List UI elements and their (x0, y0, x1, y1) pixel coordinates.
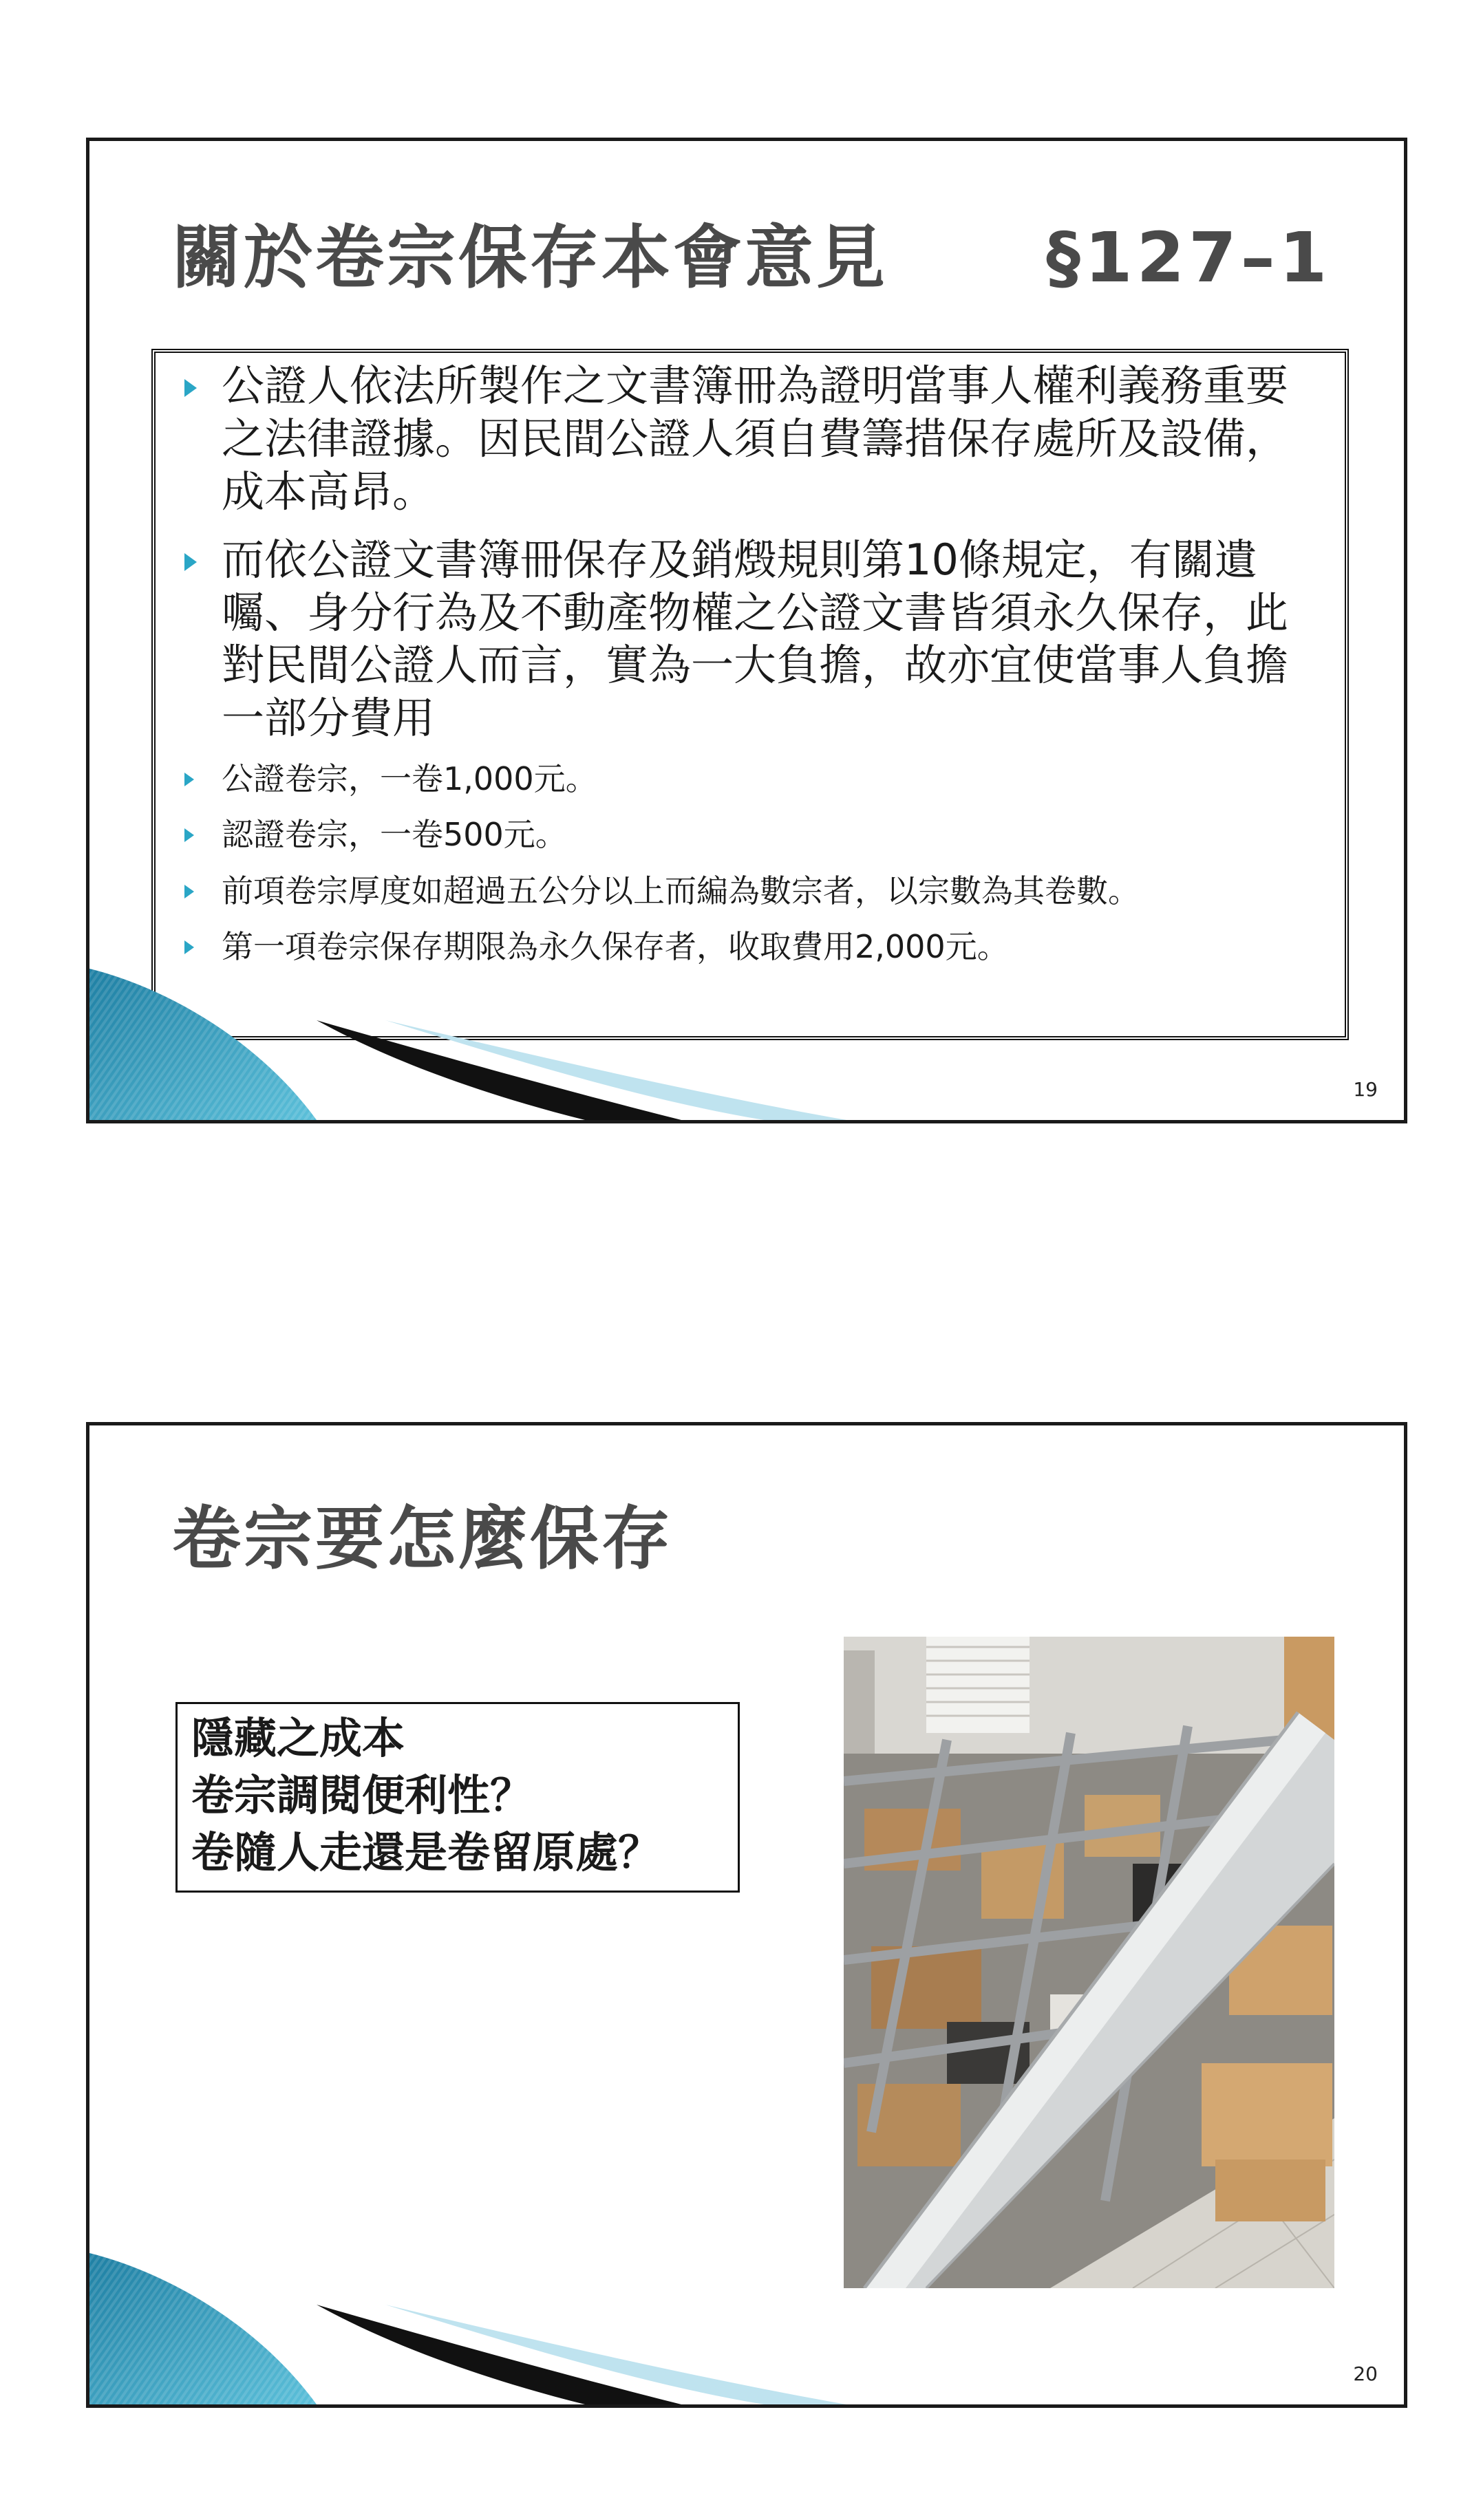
slide-title: 關於卷宗保存本會意見 (172, 217, 888, 298)
bullet-item (182, 816, 1330, 854)
triangle-bullet-icon (184, 828, 194, 842)
triangle-bullet-icon (184, 940, 194, 954)
corner-swoosh-decoration (89, 955, 846, 1120)
section-reference: §127–1 (1046, 217, 1332, 298)
bullet-item (182, 360, 1330, 519)
slide-19 (86, 138, 1407, 1123)
question-box (175, 1702, 740, 1893)
question-line: 隱藏之成本 (191, 1713, 405, 1763)
collapsed-shelves-photo (844, 1637, 1334, 2288)
bullet-text: 認證卷宗，一卷500元。 (222, 816, 567, 854)
bullet-text: 公證卷宗，一卷1,000元。 (222, 760, 597, 798)
bullet-item (182, 534, 1330, 746)
content-box (151, 349, 1349, 1040)
triangle-bullet-icon (184, 553, 197, 571)
bullet-text: 第一項卷宗保存期限為永久保存者，收取費用2,000元。 (222, 927, 1009, 965)
slide-20 (86, 1422, 1407, 2408)
slide-title: 卷宗要怎麼保存 (172, 1498, 673, 1579)
question-line: 卷隨人走還是卷留原處？ (191, 1827, 661, 1878)
corner-swoosh-decoration (89, 2239, 846, 2404)
triangle-bullet-icon (184, 379, 197, 397)
question-line: 卷宗調閱便利性？ (191, 1770, 533, 1821)
bullet-text: 而依公證文書簿冊保存及銷燬規則第10條規定，有關遺囑、身分行為及不動產物權之公證文書皆須永久保存，此對民間公證人而言，實為一大負擔，故亦宜使當事人負擔一部分費用 (222, 534, 1289, 744)
page-number: 20 (1353, 2362, 1378, 2385)
bullet-item (182, 872, 1330, 910)
bullet-list (182, 360, 1330, 966)
triangle-bullet-icon (184, 773, 194, 786)
bullet-text: 前項卷宗厚度如超過五公分以上而編為數宗者，以宗數為其卷數。 (222, 872, 1140, 909)
triangle-bullet-icon (184, 885, 194, 898)
page-number: 19 (1353, 1078, 1378, 1101)
bullet-item (182, 760, 1330, 798)
bullet-text: 公證人依法所製作之文書簿冊為證明當事人權利義務重要之法律證據。因民間公證人須自費籌措保存處所及設備，成本高昂。 (222, 360, 1289, 517)
